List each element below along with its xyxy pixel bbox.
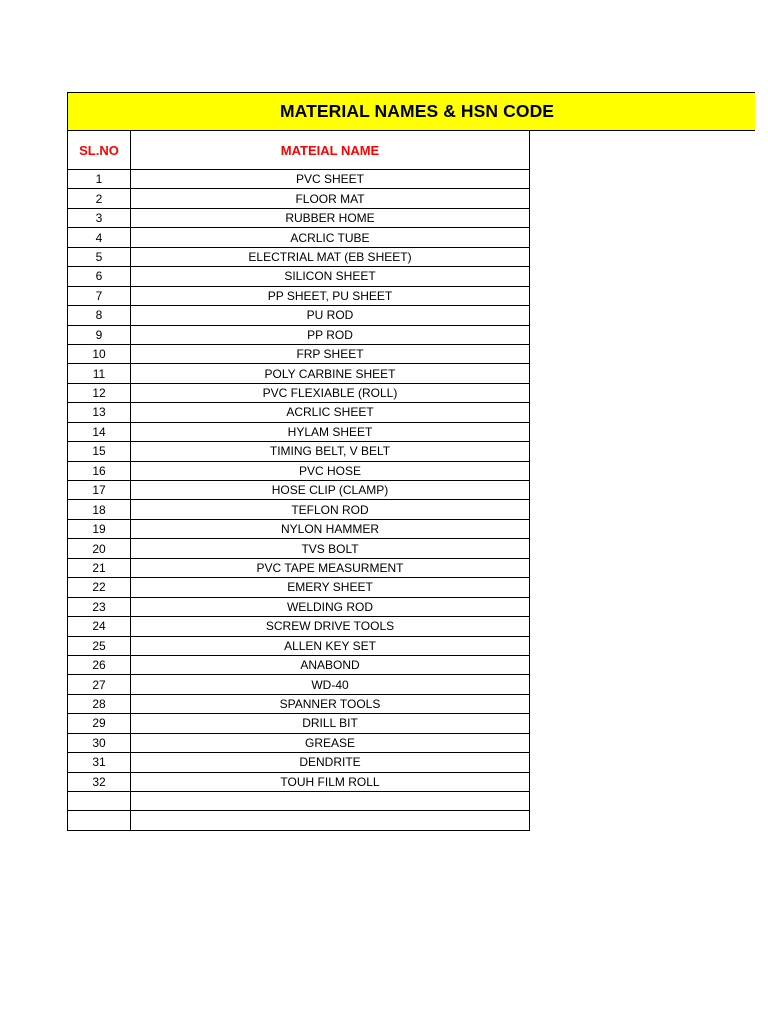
material-name-cell: RUBBER HOME [131,208,530,227]
table-row [68,481,530,500]
material-name-cell: HOSE CLIP (CLAMP) [131,481,530,500]
sl-no-cell: 1 [68,170,131,189]
sl-no-cell: 25 [68,636,131,655]
table-row [68,422,530,441]
material-name-cell: DENDRITE [131,753,530,772]
sl-no-cell: 29 [68,714,131,733]
sheet-title: MATERIAL NAMES & HSN CODE [280,101,555,121]
table-row [68,325,530,344]
material-name-cell: POLY CARBINE SHEET [131,364,530,383]
header-row [68,131,530,170]
table-row [68,753,530,772]
material-name-cell: HYLAM SHEET [131,422,530,441]
material-name-cell: PVC TAPE MEASURMENT [131,558,530,577]
table-row [68,286,530,305]
material-name-cell: TOUH FILM ROLL [131,772,530,791]
table-row [68,208,530,227]
material-name-cell [131,811,530,830]
sl-no-cell: 20 [68,539,131,558]
table-row [68,597,530,616]
header-material-name: MATEIAL NAME [131,131,530,170]
table-row [68,383,530,402]
table-row [68,403,530,422]
material-name-cell: NYLON HAMMER [131,519,530,538]
sl-no-cell: 13 [68,403,131,422]
table-row [68,772,530,791]
table-row [68,442,530,461]
sl-no-cell [68,792,131,811]
table-row [68,539,530,558]
material-name-cell: PVC SHEET [131,170,530,189]
sl-no-cell: 21 [68,558,131,577]
material-name-cell: TIMING BELT, V BELT [131,442,530,461]
sl-no-cell: 30 [68,733,131,752]
sl-no-cell: 19 [68,519,131,538]
table-row [68,247,530,266]
material-name-cell: PP ROD [131,325,530,344]
sl-no-cell: 3 [68,208,131,227]
sl-no-cell: 16 [68,461,131,480]
table-row [68,461,530,480]
table-row [68,617,530,636]
material-name-cell: SILICON SHEET [131,267,530,286]
table-row [68,655,530,674]
material-name-cell: GREASE [131,733,530,752]
material-name-cell: EMERY SHEET [131,578,530,597]
sl-no-cell [68,811,131,830]
sl-no-cell: 27 [68,675,131,694]
sl-no-cell: 14 [68,422,131,441]
material-name-cell: TEFLON ROD [131,500,530,519]
sl-no-cell: 28 [68,694,131,713]
material-name-cell: PVC FLEXIABLE (ROLL) [131,383,530,402]
sl-no-cell: 24 [68,617,131,636]
material-name-cell: PVC HOSE [131,461,530,480]
sl-no-cell: 15 [68,442,131,461]
material-name-cell: WELDING ROD [131,597,530,616]
material-name-cell: ELECTRIAL MAT (EB SHEET) [131,247,530,266]
material-name-cell: ALLEN KEY SET [131,636,530,655]
table-row [68,733,530,752]
sl-no-cell: 22 [68,578,131,597]
table-row [68,792,530,811]
sl-no-cell: 8 [68,306,131,325]
table-row [68,694,530,713]
table-row [68,267,530,286]
material-name-cell: FRP SHEET [131,344,530,363]
sl-no-cell: 18 [68,500,131,519]
table-row [68,344,530,363]
sl-no-cell: 5 [68,247,131,266]
sl-no-cell: 12 [68,383,131,402]
sl-no-cell: 6 [68,267,131,286]
sl-no-cell: 31 [68,753,131,772]
material-name-cell: PU ROD [131,306,530,325]
header-sl-no: SL.NO [68,131,131,170]
material-table [67,130,530,831]
material-name-cell: ANABOND [131,655,530,674]
table-row [68,714,530,733]
sl-no-cell: 17 [68,481,131,500]
table-row [68,675,530,694]
table-row [68,364,530,383]
material-name-cell: TVS BOLT [131,539,530,558]
material-name-cell: ACRLIC TUBE [131,228,530,247]
sl-no-cell: 2 [68,189,131,208]
table-row [68,558,530,577]
sl-no-cell: 7 [68,286,131,305]
table-row [68,636,530,655]
sl-no-cell: 32 [68,772,131,791]
table-row [68,578,530,597]
material-name-cell: SPANNER TOOLS [131,694,530,713]
material-name-cell: SCREW DRIVE TOOLS [131,617,530,636]
sl-no-cell: 26 [68,655,131,674]
sl-no-cell: 11 [68,364,131,383]
sl-no-cell: 4 [68,228,131,247]
material-name-cell: FLOOR MAT [131,189,530,208]
material-name-cell: PP SHEET, PU SHEET [131,286,530,305]
sl-no-cell: 10 [68,344,131,363]
sl-no-cell: 9 [68,325,131,344]
table-row [68,306,530,325]
title-banner [67,92,755,131]
title-overflow-cell [596,93,755,130]
table-row [68,228,530,247]
material-name-cell: WD-40 [131,675,530,694]
table-row [68,500,530,519]
material-name-cell: DRILL BIT [131,714,530,733]
material-name-cell [131,792,530,811]
table-row [68,519,530,538]
table-row [68,170,530,189]
sl-no-cell: 23 [68,597,131,616]
table-row [68,189,530,208]
table-row [68,811,530,830]
material-name-cell: ACRLIC SHEET [131,403,530,422]
